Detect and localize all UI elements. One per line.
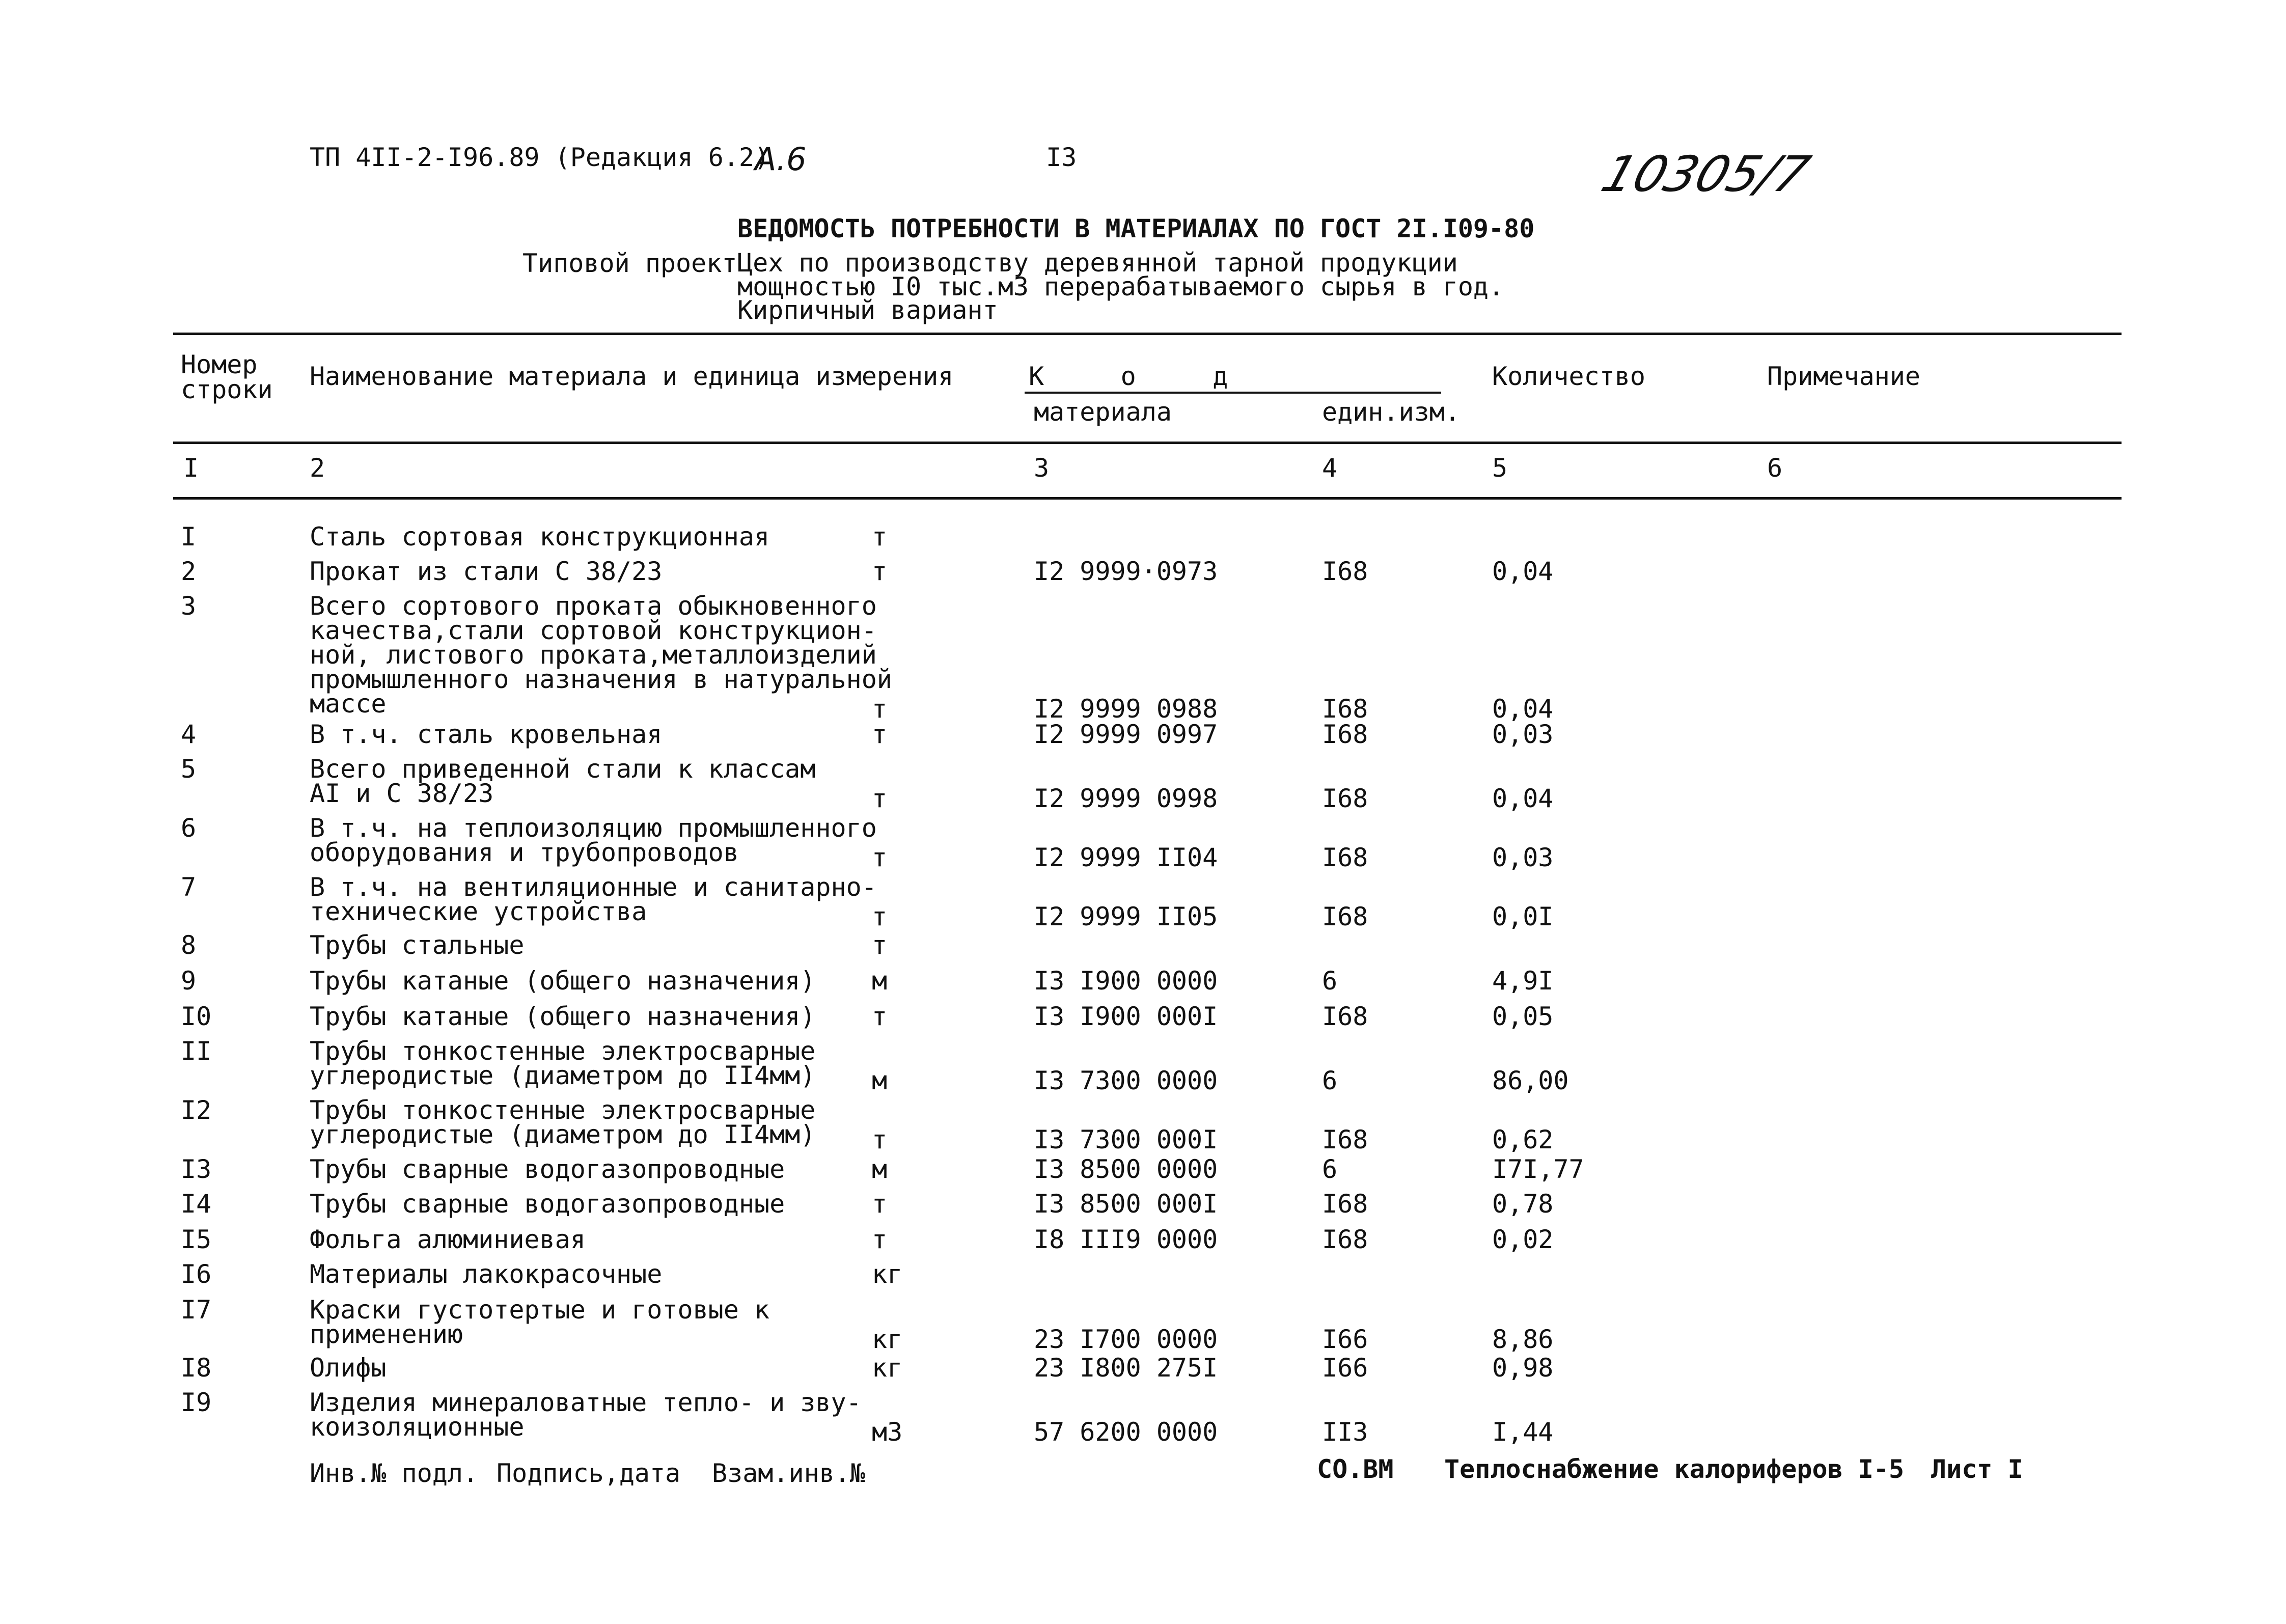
header-quantity: Количество [1492, 362, 1646, 391]
album-mark: А.6 [755, 141, 807, 178]
material-code: I3 I900 000I [1034, 1002, 1218, 1031]
column-number-4: 4 [1322, 453, 1338, 483]
footer-sheet: Лист I [1931, 1454, 2023, 1484]
row-number: II [181, 1036, 212, 1066]
material-name-line: технические устройства [310, 897, 647, 926]
material-code: I3 7300 0000 [1034, 1066, 1218, 1095]
material-code: I3 7300 000I [1034, 1125, 1218, 1154]
column-number-5: 5 [1492, 453, 1508, 483]
material-code: I3 I900 0000 [1034, 966, 1218, 996]
material-name-line: коизоляционные [310, 1412, 525, 1442]
table-top-rule [173, 333, 2122, 335]
unit-code: I68 [1322, 1189, 1368, 1219]
unit-of-measure: т [872, 522, 888, 552]
unit-of-measure: т [872, 1125, 888, 1154]
row-number: I9 [181, 1388, 212, 1417]
row-number: I4 [181, 1189, 212, 1219]
material-name-line: Прокат из стали С 38/23 [310, 557, 663, 586]
unit-of-measure: кг [872, 1259, 903, 1289]
unit-of-measure: т [872, 930, 888, 960]
quantity-value: I7I,77 [1492, 1154, 1584, 1184]
material-name-line: Всего сортового проката обыкновенного [310, 591, 877, 621]
material-name-line: Краски густотертые и готовые к [310, 1295, 770, 1325]
column-number-6: 6 [1767, 453, 1783, 483]
header-code-unit: един.изм. [1322, 397, 1460, 427]
row-number: 9 [181, 966, 197, 996]
unit-of-measure: т [872, 1002, 888, 1031]
unit-of-measure: м [872, 966, 888, 996]
quantity-value: 0,0I [1492, 902, 1554, 931]
material-code: I8 III9 0000 [1034, 1225, 1218, 1254]
document-title: ВЕДОМОСТЬ ПОТРЕБНОСТИ В МАТЕРИАЛАХ ПО ГОСТ 2I.I09-80 [737, 214, 1535, 243]
header-name: Наименование материала и единица измерения [310, 362, 954, 391]
unit-code: I68 [1322, 843, 1368, 872]
row-number: I2 [181, 1095, 212, 1125]
row-number: I6 [181, 1259, 212, 1289]
inventory-number: 10305/7 [1594, 146, 1817, 203]
row-number: I0 [181, 1002, 212, 1031]
material-code: I2 9999 II05 [1034, 902, 1218, 931]
material-name-line: углеродистые (диаметром до II4мм) [310, 1061, 816, 1090]
row-number: 8 [181, 930, 197, 960]
unit-code: II3 [1322, 1417, 1368, 1447]
material-code: 23 I800 275I [1034, 1353, 1218, 1383]
row-number: 3 [181, 591, 197, 621]
unit-code: I66 [1322, 1353, 1368, 1383]
header-code-material: материала [1034, 397, 1172, 427]
material-name-line: применению [310, 1319, 463, 1349]
material-code: 57 6200 0000 [1034, 1417, 1218, 1447]
doc-code: ТП 4II-2-I96.89 (Редакция 6.2) [310, 143, 770, 172]
unit-of-measure: т [872, 902, 888, 931]
unit-code: 6 [1322, 1066, 1338, 1095]
material-name-line: Фольга алюминиевая [310, 1225, 586, 1254]
material-code: I2 9999 II04 [1034, 843, 1218, 872]
material-name-line: АI и С 38/23 [310, 779, 494, 808]
unit-code: I66 [1322, 1325, 1368, 1354]
quantity-value: 0,78 [1492, 1189, 1554, 1219]
unit-code: I68 [1322, 557, 1368, 586]
material-name-line: Олифы [310, 1353, 387, 1383]
material-name-line: массе [310, 689, 387, 719]
unit-code: I68 [1322, 784, 1368, 813]
material-name-line: В т.ч. сталь кровельная [310, 720, 663, 749]
row-number: 5 [181, 754, 197, 784]
material-name-line: промышленного назначения в натуральной [310, 665, 892, 694]
unit-code: I68 [1322, 1125, 1368, 1154]
unit-of-measure: т [872, 1225, 888, 1254]
row-number: I3 [181, 1154, 212, 1184]
footer-section: Теплоснабжение калориферов I-5 [1444, 1454, 1905, 1484]
project-line-2: мощностью I0 тыс.м3 перерабатываемого сырья в год. [737, 272, 1504, 301]
column-number-1: I [183, 453, 199, 483]
quantity-value: I,44 [1492, 1417, 1554, 1447]
project-line-1: Цех по производству деревянной тарной продукции [737, 248, 1458, 278]
material-name-line: Трубы стальные [310, 930, 525, 960]
unit-of-measure: т [872, 784, 888, 813]
footer-signature-label: Подпись,дата [497, 1458, 681, 1488]
row-number: 6 [181, 813, 197, 843]
material-code: I2 9999 0998 [1034, 784, 1218, 813]
header-note: Примечание [1767, 362, 1921, 391]
unit-of-measure: т [872, 1189, 888, 1219]
page-number: I3 [1046, 143, 1077, 172]
quantity-value: 0,03 [1492, 843, 1554, 872]
quantity-value: 0,98 [1492, 1353, 1554, 1383]
material-code: I2 9999·0973 [1034, 557, 1218, 586]
quantity-value: 0,04 [1492, 557, 1554, 586]
unit-of-measure: т [872, 843, 888, 872]
row-number: 7 [181, 872, 197, 902]
quantity-value: 0,05 [1492, 1002, 1554, 1031]
material-code: I2 9999 0997 [1034, 720, 1218, 749]
row-number: I8 [181, 1353, 212, 1383]
unit-of-measure: т [872, 694, 888, 724]
header-row-no-1: Номер [181, 350, 258, 379]
unit-of-measure: т [872, 557, 888, 586]
unit-of-measure: кг [872, 1325, 903, 1354]
material-name-line: Трубы тонкостенные электросварные [310, 1095, 816, 1125]
project-label: Типовой проект [522, 249, 737, 278]
footer-mark: СО.ВМ [1317, 1454, 1394, 1484]
unit-of-measure: т [872, 720, 888, 749]
quantity-value: 0,03 [1492, 720, 1554, 749]
row-number: 2 [181, 557, 197, 586]
material-name-line: Трубы сварные водогазопроводные [310, 1189, 785, 1219]
header-bottom-rule [173, 442, 2122, 444]
unit-code: 6 [1322, 1154, 1338, 1184]
material-name-line: Трубы тонкостенные электросварные [310, 1036, 816, 1066]
material-name-line: В т.ч. на теплоизоляцию промышленного [310, 813, 877, 843]
column-number-2: 2 [310, 453, 325, 483]
material-name-line: В т.ч. на вентиляционные и санитарно- [310, 872, 877, 902]
header-code: К о д [1029, 362, 1228, 391]
material-name-line: качества,стали сортовой конструкцион- [310, 616, 877, 645]
unit-of-measure: кг [872, 1353, 903, 1383]
quantity-value: 0,04 [1492, 694, 1554, 724]
material-name-line: оборудования и трубопроводов [310, 838, 739, 867]
row-number: I [181, 522, 197, 552]
material-name-line: ной, листового проката,металлоизделий [310, 640, 877, 670]
material-code: I3 8500 0000 [1034, 1154, 1218, 1184]
unit-code: 6 [1322, 966, 1338, 996]
material-name-line: Материалы лакокрасочные [310, 1259, 663, 1289]
header-row-no-2: строки [181, 375, 273, 404]
unit-code: I68 [1322, 720, 1368, 749]
project-line-3: Кирпичный вариант [737, 295, 998, 325]
quantity-value: 0,62 [1492, 1125, 1554, 1154]
row-number: I5 [181, 1225, 212, 1254]
unit-code: I68 [1322, 1225, 1368, 1254]
material-name-line: Трубы сварные водогазопроводные [310, 1154, 785, 1184]
unit-of-measure: м [872, 1154, 888, 1184]
quantity-value: 86,00 [1492, 1066, 1569, 1095]
unit-code: I68 [1322, 694, 1368, 724]
row-number: I7 [181, 1295, 212, 1325]
material-code: 23 I700 0000 [1034, 1325, 1218, 1354]
material-name-line: Трубы катаные (общего назначения) [310, 1002, 816, 1031]
unit-of-measure: м3 [872, 1417, 903, 1447]
unit-of-measure: м [872, 1066, 888, 1095]
quantity-value: 4,9I [1492, 966, 1554, 996]
column-numbers-rule [173, 497, 2122, 500]
quantity-value: 8,86 [1492, 1325, 1554, 1354]
material-name-line: Сталь сортовая конструкционная [310, 522, 770, 552]
footer-inv-label: Инв.№ подл. [310, 1458, 479, 1488]
material-code: I3 8500 000I [1034, 1189, 1218, 1219]
material-code: I2 9999 0988 [1034, 694, 1218, 724]
column-number-3: 3 [1034, 453, 1050, 483]
material-name-line: Трубы катаные (общего назначения) [310, 966, 816, 996]
unit-code: I68 [1322, 902, 1368, 931]
quantity-value: 0,02 [1492, 1225, 1554, 1254]
footer-replace-label: Взам.инв.№ [712, 1458, 866, 1488]
quantity-value: 0,04 [1492, 784, 1554, 813]
code-underline [1025, 392, 1441, 394]
row-number: 4 [181, 720, 197, 749]
material-name-line: углеродистые (диаметром до II4мм) [310, 1120, 816, 1149]
unit-code: I68 [1322, 1002, 1368, 1031]
material-name-line: Всего приведенной стали к классам [310, 754, 816, 784]
material-name-line: Изделия минераловатные тепло- и зву- [310, 1388, 862, 1417]
